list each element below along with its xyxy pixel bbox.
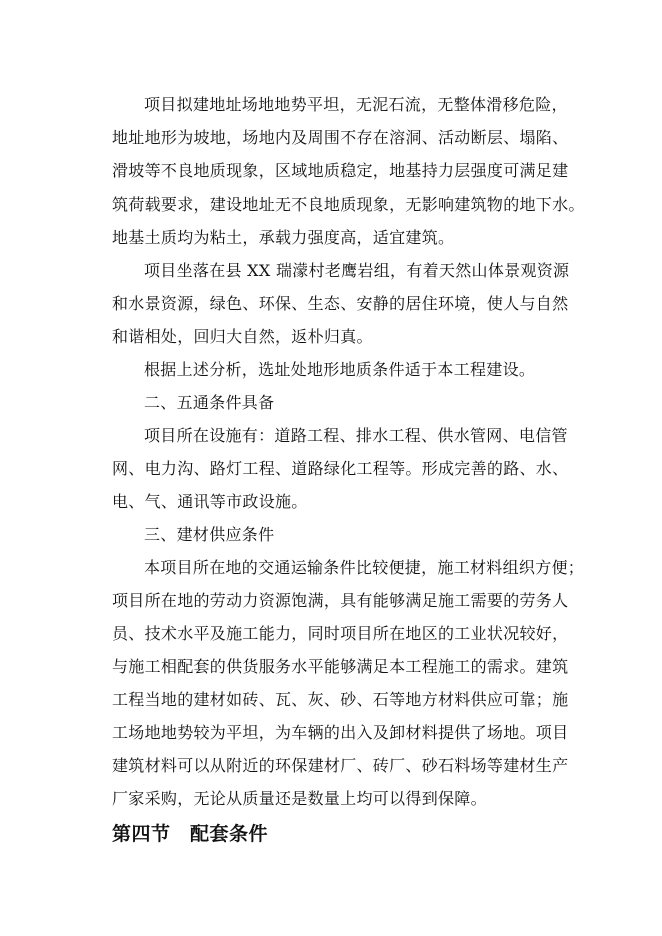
- paragraph-2-line-2: 和水景资源，绿色、环保、生态、安静的居住环境，使人与自然: [112, 294, 569, 313]
- paragraph-4-line-2: 网、电力沟、路灯工程、道路绿化工程等。形成完善的路、水、: [112, 459, 569, 478]
- paragraph-2-line-1: 项目坐落在县 XX 瑞濛村老鹰岩组，有着天然山体景观资源: [144, 261, 570, 280]
- paragraph-3-line-1: 根据上述分析，选址处地形地质条件适于本工程建设。: [144, 360, 536, 379]
- paragraph-1-line-3: 滑坡等不良地质现象，区域地质稳定，地基持力层强度可满足建: [112, 161, 569, 180]
- paragraph-5-line-3: 员、技术水平及施工能力，同时项目所在地区的工业状况较好，: [112, 624, 569, 643]
- subheading-material-supply: 三、建材供应条件: [144, 525, 275, 544]
- subheading-five-utilities: 二、五通条件具备: [144, 393, 275, 412]
- paragraph-1-line-4: 筑荷载要求，建设地址无不良地质现象，无影响建筑物的地下水。: [112, 195, 585, 214]
- paragraph-4-line-3: 电、气、通讯等市政设施。: [112, 492, 308, 511]
- paragraph-5-line-8: 厂家采购，无论从质量还是数量上均可以得到保障。: [112, 789, 487, 808]
- paragraph-5-line-6: 工场地地势较为平坦，为车辆的出入及卸材料提供了场地。项目: [112, 723, 569, 742]
- paragraph-1-line-1: 项目拟建地址场地地势平坦，无泥石流，无整体滑移危险，: [144, 95, 568, 114]
- paragraph-1-line-2: 地址地形为坡地，场地内及周围不存在溶洞、活动断层、塌陷、: [112, 128, 569, 147]
- paragraph-5-line-5: 工程当地的建材如砖、瓦、灰、砂、石等地方材料供应可靠；施: [112, 690, 569, 709]
- paragraph-5-line-2: 项目所在地的劳动力资源饱满，具有能够满足施工需要的劳务人: [112, 591, 569, 610]
- paragraph-5-line-7: 建筑材料可以从附近的环保建材厂、砖厂、砂石料场等建材生产: [112, 756, 569, 775]
- paragraph-4-line-1: 项目所在设施有：道路工程、排水工程、供水管网、电信管: [144, 426, 568, 445]
- section-heading: 第四节 配套条件: [112, 823, 269, 845]
- paragraph-2-line-3: 和谐相处，回归大自然，返朴归真。: [112, 327, 373, 346]
- paragraph-5-line-1: 本项目所在地的交通运输条件比较便捷，施工材料组织方便；: [144, 558, 585, 577]
- paragraph-1-line-5: 地基土质均为粘土，承载力强度高，适宜建筑。: [112, 228, 455, 247]
- paragraph-5-line-4: 与施工相配套的供货服务水平能够满足本工程施工的需求。建筑: [112, 657, 569, 676]
